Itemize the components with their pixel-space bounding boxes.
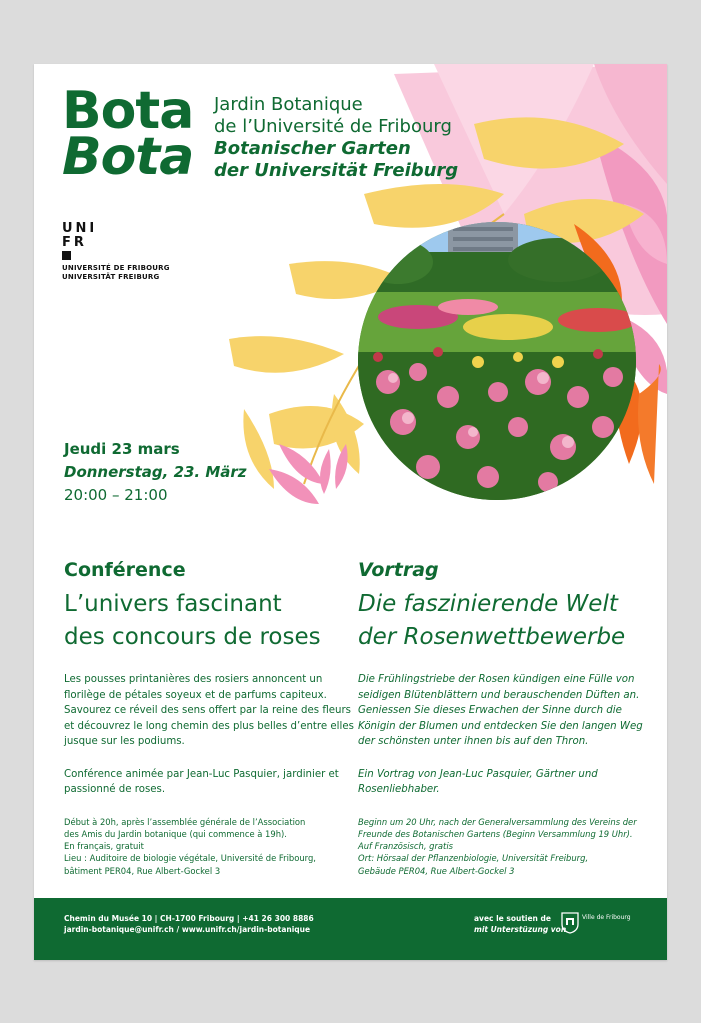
fr-info-line: Début à 20h, après l’assemblée générale de l’Association xyxy=(64,816,306,827)
ville-coat-of-arms-icon xyxy=(561,912,579,934)
de-info-line: Beginn um 20 Uhr, nach der Generalversammlung des Vereins der xyxy=(358,816,637,827)
organization-name xyxy=(214,94,458,182)
support-de: mit Unterstüzung von xyxy=(474,925,567,934)
brand-line-2: Bota xyxy=(62,127,194,187)
de-info-line: Ort: Hörsaal der Pflanzenbiologie, Universität Freiburg, xyxy=(358,853,589,864)
fr-info-line: des Amis du Jardin botanique (qui commence à 19h). xyxy=(64,828,287,839)
poster xyxy=(34,64,667,960)
fr-title xyxy=(64,588,354,654)
de-kicker: Vortrag xyxy=(358,559,439,581)
fr-info-line: bâtiment PER04, Rue Albert-Gockel 3 xyxy=(64,865,221,876)
de-info xyxy=(358,816,648,877)
fr-title-line-2: des concours de roses xyxy=(64,624,321,650)
fr-title-line-1: L’univers fascinant xyxy=(64,591,282,617)
de-title xyxy=(358,588,648,654)
org-fr-line-1: Jardin Botanique xyxy=(214,94,363,115)
de-title-line-2: der Rosenwettbewerbe xyxy=(358,624,626,650)
rose-garden-photo xyxy=(358,222,636,500)
footer-web: jardin-botanique@unifr.ch / www.unifr.ch/jardin-botanique xyxy=(64,925,311,934)
fr-kicker: Conférence xyxy=(64,559,186,581)
org-de-line-2: der Universität Freiburg xyxy=(214,160,459,181)
brand-line-1: Bota xyxy=(62,81,194,141)
de-info-line: Gebäude PER04, Rue Albert-Gockel 3 xyxy=(358,865,515,876)
fr-lead: Les pousses printanières des rosiers annoncent un florilège de pétales soyeux et de parfums capiteux. Savourez ce réveil des sens offert par la reine des fleurs et découvrez le long chemin des plus belles d’entre elles jusque sur les podiums. xyxy=(64,674,354,747)
footer-contact xyxy=(64,913,314,935)
french-column xyxy=(64,558,354,877)
fr-speaker: Conférence animée par Jean-Luc Pasquier, jardinier et passionné de roses. xyxy=(64,768,339,795)
de-info-line: Auf Französisch, gratis xyxy=(358,841,454,852)
event-date xyxy=(64,438,247,507)
pink-fern xyxy=(269,444,348,504)
brand-logo xyxy=(62,81,194,187)
date-de: Donnerstag, 23. März xyxy=(64,463,247,481)
de-title-line-1: Die faszinierende Welt xyxy=(358,591,618,617)
de-info-line: Freunde des Botanischen Gartens (Beginn Versammlung 19 Uhr). xyxy=(358,828,633,839)
unifr-square-icon xyxy=(62,251,71,260)
date-fr: Jeudi 23 mars xyxy=(64,440,180,458)
unifr-logo xyxy=(62,222,170,282)
event-time: 20:00 – 21:00 xyxy=(64,486,168,504)
unifr-logo-line-1: UNI xyxy=(62,221,98,236)
org-fr-line-2: de l’Université de Fribourg xyxy=(214,116,452,137)
unifr-text-fr: UNIVERSITÉ DE FRIBOURG xyxy=(62,264,170,272)
fr-info-line: En français, gratuit xyxy=(64,841,144,852)
rose-garden-illustration xyxy=(358,222,636,500)
german-column xyxy=(358,558,648,877)
ville-de-fribourg: Ville de Fribourg xyxy=(582,914,631,921)
fr-info-line: Lieu : Auditoire de biologie végétale, Université de Fribourg, xyxy=(64,853,316,864)
de-lead: Die Frühlingstriebe der Rosen kündigen eine Fülle von seidigen Blütenblättern und berauschenden Düften an. Geniessen Sie dieses Erwachen der Sinne durch die Königin der Blumen und entdecken Sie den langen Weg der schönsten unter ihnen bis auf den Thron. xyxy=(358,674,643,747)
org-de-line-1: Botanischer Garten xyxy=(214,138,411,159)
support-fr: avec le soutien de xyxy=(474,914,551,923)
de-speaker: Ein Vortrag von Jean-Luc Pasquier, Gärtner und Rosenliebhaber. xyxy=(358,768,598,795)
fr-info xyxy=(64,816,354,877)
unifr-logo-line-2: FR xyxy=(62,235,87,250)
footer-address: Chemin du Musée 10 | CH-1700 Fribourg | +41 26 300 8886 xyxy=(64,914,314,923)
footer-support xyxy=(474,913,566,935)
footer-bar xyxy=(34,898,667,960)
unifr-text-de: UNIVERSITÄT FREIBURG xyxy=(62,273,160,281)
